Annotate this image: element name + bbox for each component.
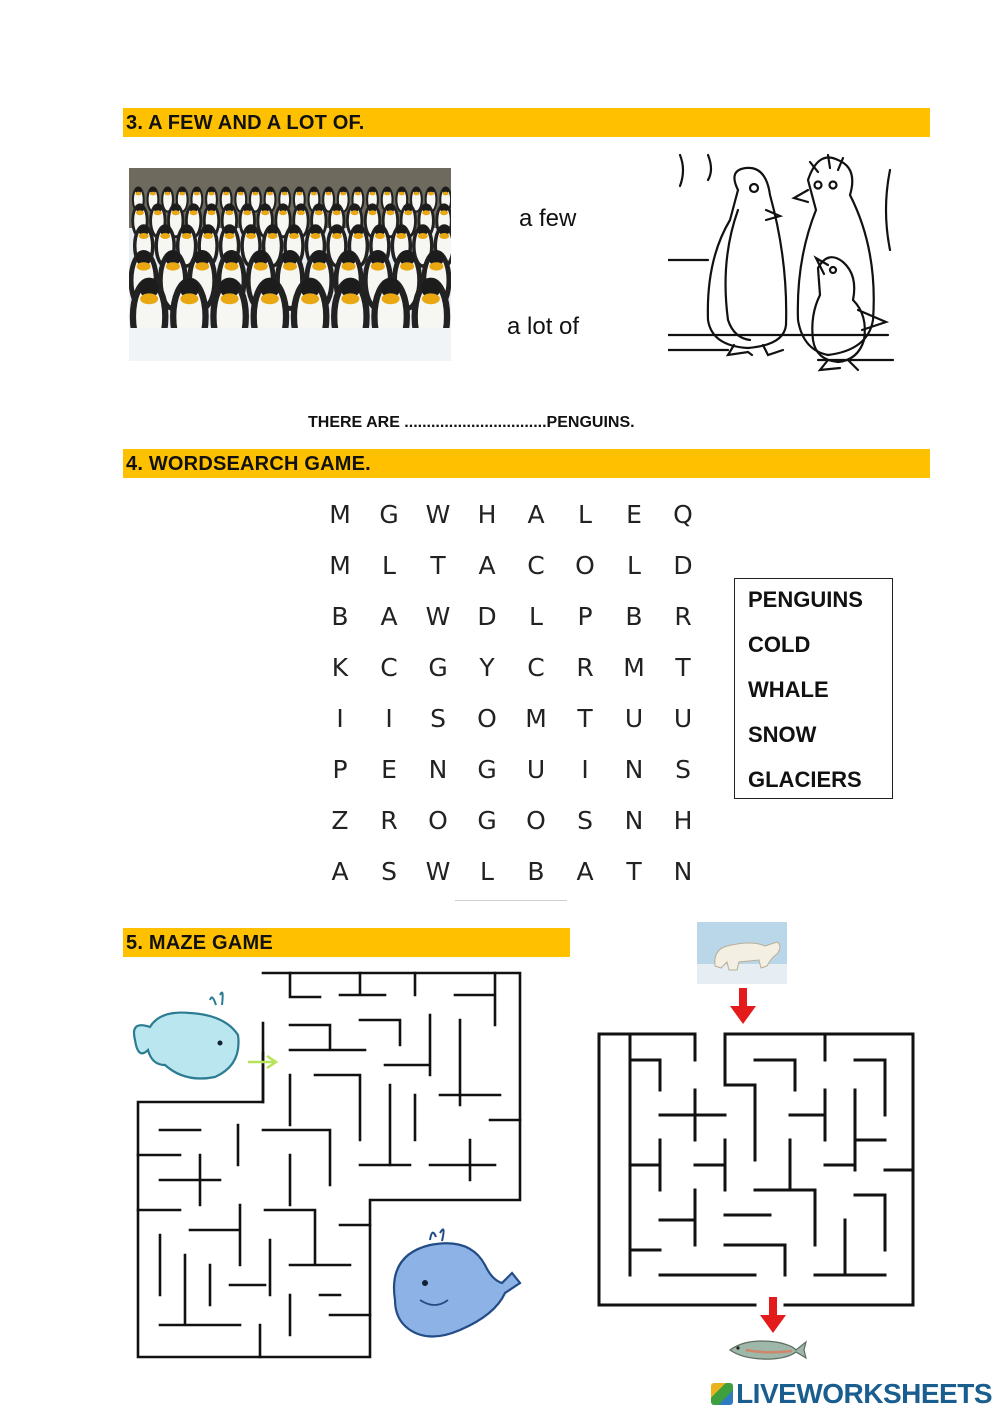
wordsearch-letter[interactable]: D bbox=[477, 602, 497, 631]
wordsearch-letter[interactable]: I bbox=[385, 704, 393, 733]
word-cold: COLD bbox=[748, 632, 811, 657]
wordsearch-letter[interactable]: Y bbox=[479, 653, 495, 682]
wordsearch-letter[interactable]: M bbox=[525, 704, 547, 733]
wordsearch-letter[interactable]: M bbox=[623, 653, 645, 682]
wordsearch-grid[interactable] bbox=[320, 500, 710, 900]
wordsearch-letter[interactable]: O bbox=[575, 551, 595, 580]
wordsearch-letter[interactable]: T bbox=[675, 653, 691, 682]
polar-bear-maze[interactable] bbox=[595, 1030, 917, 1310]
wordsearch-letter[interactable]: R bbox=[674, 602, 692, 631]
wordsearch-letter[interactable]: U bbox=[673, 704, 693, 733]
wordsearch-letter[interactable]: B bbox=[331, 602, 349, 631]
whale-icon-start bbox=[134, 993, 239, 1079]
wordsearch-letter[interactable]: U bbox=[624, 704, 644, 733]
wordsearch-letter[interactable]: N bbox=[673, 857, 693, 886]
wordsearch-letter[interactable]: K bbox=[331, 653, 349, 682]
arrow-down-icon bbox=[728, 988, 758, 1026]
wordsearch-letter[interactable]: L bbox=[382, 551, 396, 580]
polar-bear-photo bbox=[697, 922, 787, 984]
wordsearch-letter[interactable]: P bbox=[332, 755, 348, 784]
grid-underline bbox=[455, 900, 567, 901]
wordsearch-letter[interactable]: M bbox=[329, 551, 351, 580]
arrow-down-icon-2 bbox=[758, 1297, 788, 1335]
wordsearch-letter[interactable]: A bbox=[331, 857, 349, 886]
wordsearch-letter[interactable]: L bbox=[529, 602, 543, 631]
wordsearch-letter[interactable]: N bbox=[428, 755, 448, 784]
whale-icon-goal bbox=[394, 1229, 520, 1336]
wordsearch-letter[interactable]: N bbox=[624, 755, 644, 784]
wordsearch-letter[interactable]: W bbox=[425, 857, 451, 886]
wordsearch-letter[interactable]: P bbox=[577, 602, 593, 631]
wordsearch-letter[interactable]: I bbox=[336, 704, 344, 733]
wordsearch-letter[interactable]: A bbox=[527, 500, 545, 529]
wordsearch-letter[interactable]: D bbox=[673, 551, 693, 580]
word-glaciers: GLACIERS bbox=[748, 767, 862, 792]
wordsearch-letter[interactable]: I bbox=[581, 755, 589, 784]
word-penguins: PENGUINS bbox=[748, 587, 863, 612]
wordsearch-letter[interactable]: N bbox=[624, 806, 644, 835]
wordsearch-letter[interactable]: A bbox=[576, 857, 594, 886]
wordsearch-letter[interactable]: G bbox=[428, 653, 448, 682]
wordsearch-letter[interactable]: O bbox=[428, 806, 448, 835]
wordsearch-letter[interactable]: U bbox=[526, 755, 546, 784]
word-list-box bbox=[734, 578, 893, 799]
whale-maze[interactable] bbox=[130, 965, 525, 1365]
logo-badge-icon bbox=[711, 1383, 733, 1405]
wordsearch-letter[interactable]: S bbox=[430, 704, 446, 733]
wordsearch-letter[interactable]: E bbox=[381, 755, 397, 784]
wordsearch-letter[interactable]: Z bbox=[331, 806, 349, 835]
wordsearch-letter[interactable]: H bbox=[673, 806, 693, 835]
wordsearch-letter[interactable]: C bbox=[527, 551, 545, 580]
wordsearch-letter[interactable]: S bbox=[381, 857, 397, 886]
wordsearch-letter[interactable]: S bbox=[675, 755, 691, 784]
wordsearch-letter[interactable]: B bbox=[527, 857, 545, 886]
wordsearch-letter[interactable]: T bbox=[577, 704, 593, 733]
section-4-title: 4. WORDSEARCH GAME. bbox=[126, 453, 371, 475]
liveworksheets-logo bbox=[711, 1378, 992, 1410]
wordsearch-letter[interactable]: T bbox=[430, 551, 446, 580]
wordsearch-letter[interactable]: L bbox=[627, 551, 641, 580]
section-3-title: 3. A FEW AND A LOT OF. bbox=[126, 112, 365, 134]
wordsearch-letter[interactable]: Q bbox=[673, 500, 693, 529]
wordsearch-letter[interactable]: B bbox=[625, 602, 643, 631]
word-whale: WHALE bbox=[748, 677, 829, 702]
word-snow: SNOW bbox=[748, 722, 817, 747]
wordsearch-letter[interactable]: L bbox=[578, 500, 592, 529]
wordsearch-letter[interactable]: E bbox=[626, 500, 642, 529]
wordsearch-letter[interactable]: O bbox=[477, 704, 497, 733]
three-penguins-drawing bbox=[668, 150, 896, 376]
wordsearch-letter[interactable]: A bbox=[478, 551, 496, 580]
section-3-header bbox=[123, 108, 930, 137]
penguin-colony-photo bbox=[129, 168, 451, 361]
wordsearch-letter[interactable]: W bbox=[425, 500, 451, 529]
wordsearch-letter[interactable]: R bbox=[380, 806, 398, 835]
option-a-lot-of[interactable]: a lot of bbox=[507, 313, 580, 340]
wordsearch-letter[interactable]: H bbox=[477, 500, 497, 529]
wordsearch-letter[interactable]: A bbox=[380, 602, 398, 631]
wordsearch-letter[interactable]: T bbox=[626, 857, 642, 886]
wordsearch-letter[interactable]: G bbox=[477, 806, 497, 835]
wordsearch-letter[interactable]: S bbox=[577, 806, 593, 835]
option-a-few[interactable]: a few bbox=[519, 205, 577, 232]
section-5-title: 5. MAZE GAME bbox=[126, 932, 273, 954]
fill-in-sentence: THERE ARE ................................PENGUINS. bbox=[308, 414, 635, 431]
wordsearch-letter[interactable]: G bbox=[379, 500, 399, 529]
section-4-header bbox=[123, 449, 930, 478]
logo-text: LIVEWORKSHEETS bbox=[736, 1378, 992, 1409]
fish-icon bbox=[726, 1336, 808, 1364]
wordsearch-letter[interactable]: M bbox=[329, 500, 351, 529]
wordsearch-letter[interactable]: C bbox=[380, 653, 398, 682]
wordsearch-letter[interactable]: C bbox=[527, 653, 545, 682]
wordsearch-letter[interactable]: W bbox=[425, 602, 451, 631]
wordsearch-letter[interactable]: G bbox=[477, 755, 497, 784]
wordsearch-letter[interactable]: L bbox=[480, 857, 494, 886]
section-5-header bbox=[123, 928, 570, 957]
wordsearch-letter[interactable]: O bbox=[526, 806, 546, 835]
wordsearch-letter[interactable]: R bbox=[576, 653, 594, 682]
